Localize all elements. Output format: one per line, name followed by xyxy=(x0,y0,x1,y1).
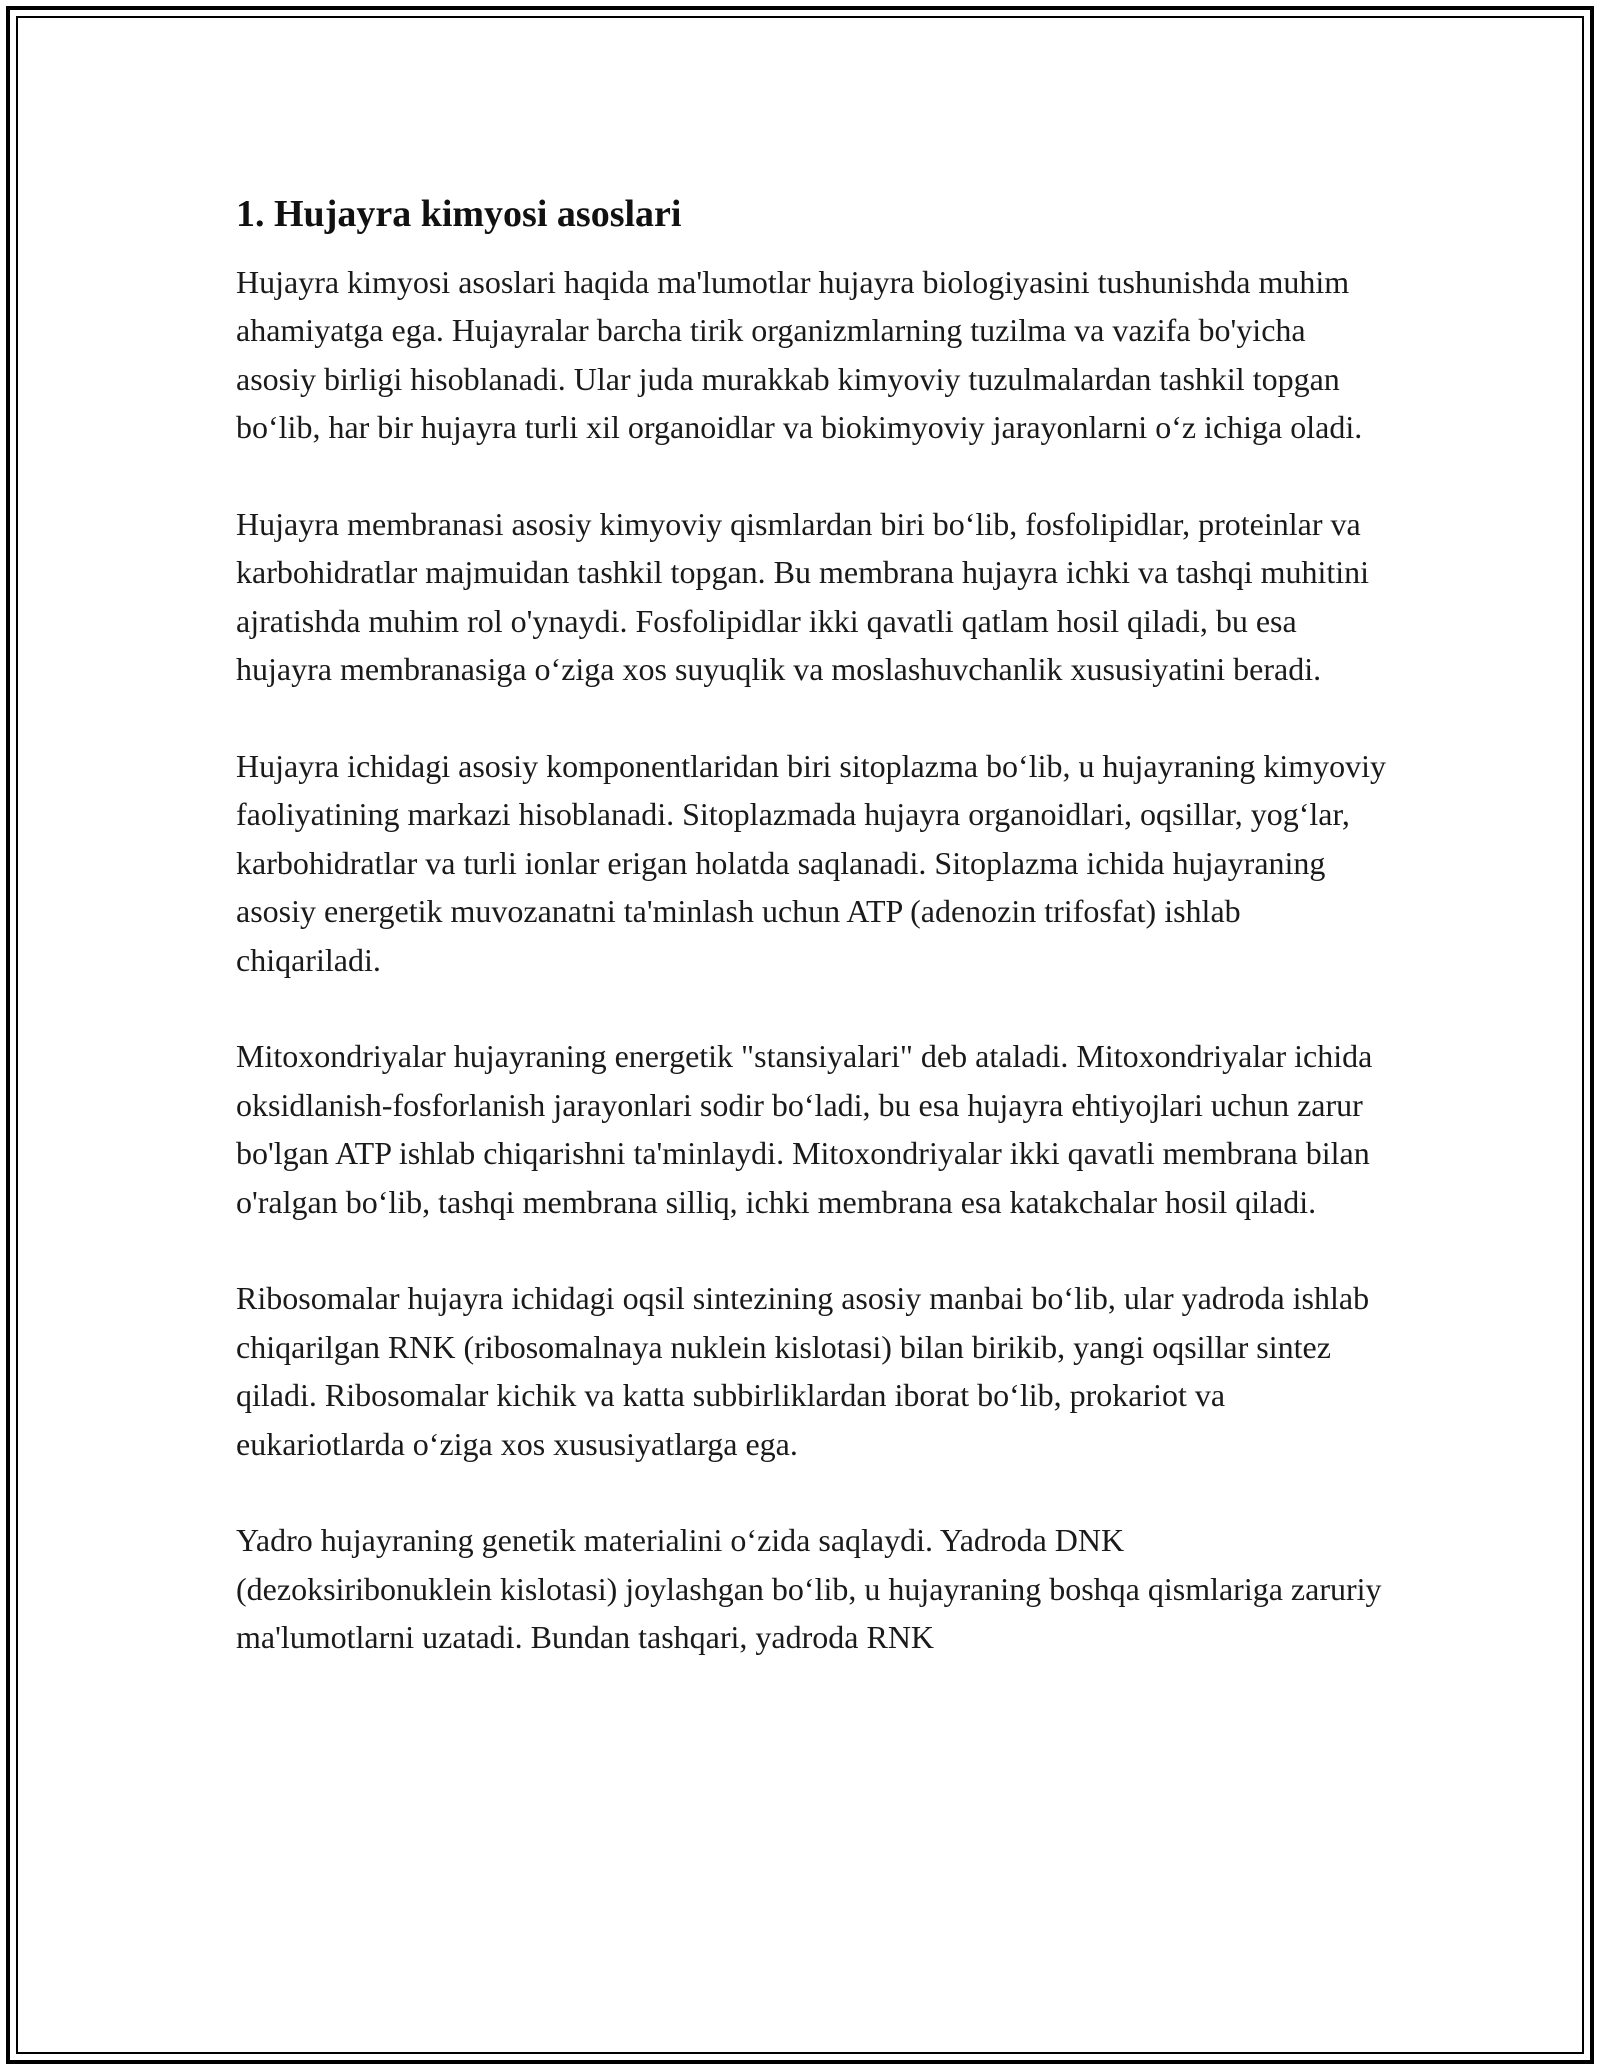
paragraph-ribosomes: Ribosomalar hujayra ichidagi oqsil sintezining asosiy manbai bo‘lib, ular yadroda ishlab chiqarilgan RNK (ribosomalnaya nuklein kislotasi) bilan birikib, yangi oqsillar sintez qiladi. Ribosomalar kichik va katta subbirliklardan iborat bo‘lib, prokariot va eukariotlarda o‘ziga xos xususiyatlarga ega. xyxy=(236,1280,1370,1462)
paragraph-mitochondria: Mitoxondriyalar hujayraning energetik "stansiyalari" deb ataladi. Mitoxondriyalar ichida oksidlanish-fosforlanish jarayonlari sodir bo‘ladi, bu esa hujayra ehtiyojlari uchun zarur bo'lgan ATP ishlab chiqarishni ta'minlaydi. Mitoxondriyalar ikki qavatli membrana bilan o'ralgan bo‘lib, tashqi membrana silliq, ichki membrana esa katakchalar hosil qiladi. xyxy=(236,1038,1373,1220)
section-heading: 1. Hujayra kimyosi asoslari xyxy=(236,193,682,235)
paragraph-nucleus: Yadro hujayraning genetik materialini o‘zida saqlaydi. Yadroda DNK (dezoksiribonuklein kislotasi) joylashgan bo‘lib, u hujayraning boshqa qismlariga zaruriy ma'lumotlarni uzatadi. Bundan tashqari, yadroda RNK xyxy=(236,1522,1382,1656)
document-body xyxy=(236,188,1386,1662)
paragraph-intro: Hujayra kimyosi asoslari haqida ma'lumotlar hujayra biologiyasini tushunishda muhim ahamiyatga ega. Hujayralar barcha tirik organizmlarning tuzilma va vazifa bo'yicha asosiy birligi hisoblanadi. Ular juda murakkab kimyoviy tuzulmalardan tashkil topgan bo‘lib, har bir hujayra turli xil organoidlar va biokimyoviy jarayonlarni o‘z ichiga oladi. xyxy=(236,264,1363,446)
paragraph-membrane: Hujayra membranasi asosiy kimyoviy qismlardan biri bo‘lib, fosfolipidlar, proteinlar va karbohidratlar majmuidan tashkil topgan. Bu membrana hujayra ichki va tashqi muhitini ajratishda muhim rol o'ynaydi. Fosfolipidlar ikki qavatli qatlam hosil qiladi, bu esa hujayra membranasiga o‘ziga xos suyuqlik va moslashuvchanlik xususiyatini beradi. xyxy=(236,506,1370,688)
paragraph-cytoplasm: Hujayra ichidagi asosiy komponentlaridan biri sitoplazma bo‘lib, u hujayraning kimyoviy faoliyatining markazi hisoblanadi. Sitoplazmada hujayra organoidlari, oqsillar, yog‘lar, karbohidratlar va turli ionlar erigan holatda saqlanadi. Sitoplazma ichida hujayraning asosiy energetik muvozanatni ta'minlash uchun ATP (adenozin trifosfat) ishlab chiqariladi. xyxy=(236,748,1386,978)
